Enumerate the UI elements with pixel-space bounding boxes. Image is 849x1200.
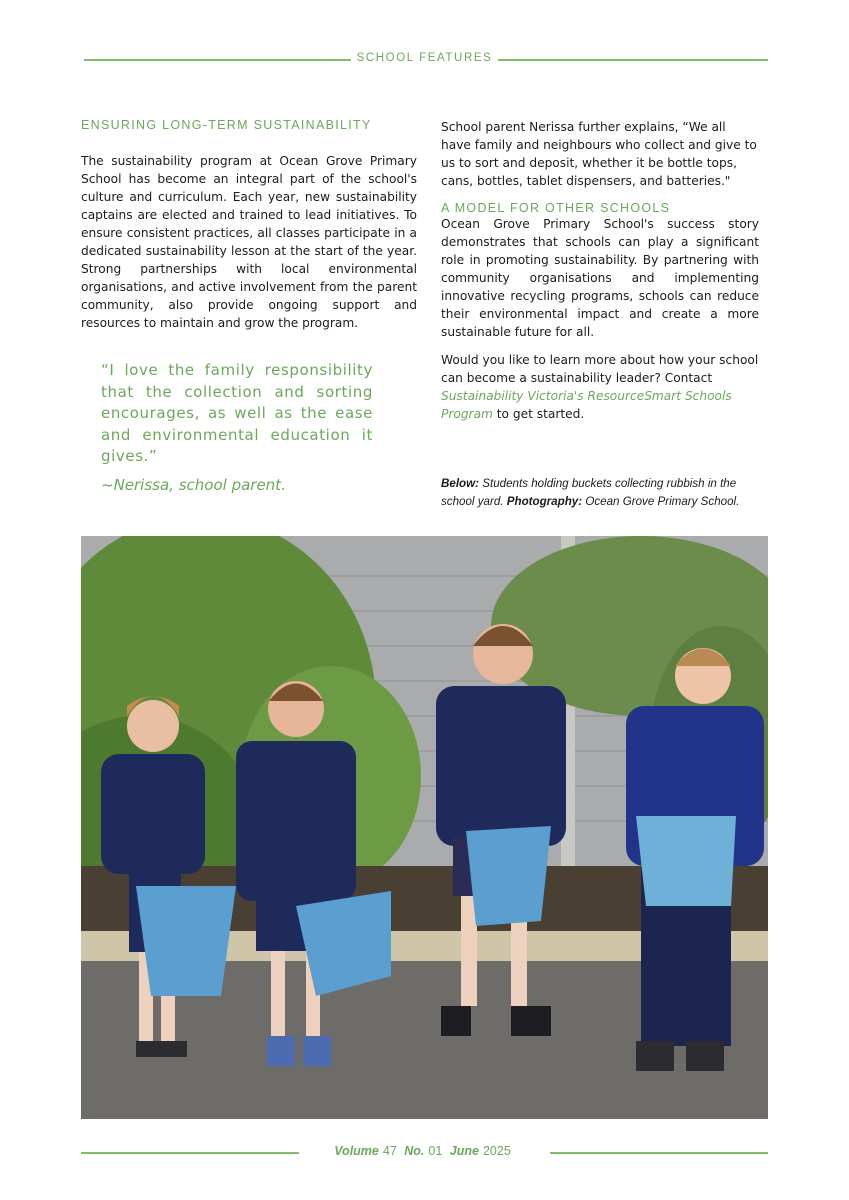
caption-photo-label: Photography: [506, 495, 583, 508]
caption-photo-text: Ocean Grove Primary School. [585, 495, 740, 508]
section-heading-sustainability: ENSURING LONG-TERM SUSTAINABILITY [81, 118, 372, 132]
section-label: SCHOOL FEATURES [0, 52, 849, 64]
photo-caption [441, 475, 759, 511]
left-column [81, 118, 417, 332]
left-paragraph: The sustainability program at Ocean Grove Primary School has become an integral part of the school's culture and curriculum. Each year, new sustainability captains are elected and trained to lead initiatives. To ensure consistent practices, all classes participate in a dedicated sustainability lesson at the start of the year. Strong partnerships with local environmental organisations, and active involvement from the parent community, also provide ongoing support and resources to maintain and grow the program. [81, 154, 417, 330]
number-label: No. [404, 1144, 425, 1158]
pull-quote: “I love the family responsibility that the collection and sorting encourages, as well as the ease and environmental education it gives.” [101, 361, 373, 465]
volume-label: Volume [334, 1144, 379, 1158]
number-value: 01 [428, 1144, 443, 1158]
caption-below-text: Students holding buckets collecting rubbish in the school yard. [441, 477, 737, 508]
cta-text: Would you like to learn more about how your school can become a sustainability leader? Contact [441, 353, 759, 385]
caption-below-label: Below: [441, 477, 480, 490]
right-paragraph: Ocean Grove Primary School's success story demonstrates that schools can play a significant role in promoting sustainability. By partnering with community organisations and implementing innovative recycling programs, schools can reduce their environmental impact and create a more sustainable future for all. [441, 217, 759, 339]
right-intro-paragraph: School parent Nerissa further explains, “We all have family and neighbours who collect and give to us to sort and deposit, whether it be bottle tops, cans, bottles, tablet dispensers, and batteries." [441, 120, 757, 188]
call-to-action [441, 351, 759, 423]
volume-value: 47 [382, 1144, 397, 1158]
issue-month: June [449, 1144, 479, 1158]
issue-year: 2025 [482, 1144, 511, 1158]
section-heading-model: A MODEL FOR OTHER SCHOOLS [441, 201, 671, 215]
students-illustration [81, 536, 768, 1119]
right-column [441, 118, 759, 423]
issue-info [0, 1144, 849, 1158]
quote-attribution: ~Nerissa, school parent. [101, 476, 286, 494]
cta-suffix: to get started. [496, 407, 585, 421]
resourcesmart-link[interactable]: Sustainability Victoria's ResourceSmart Schools Program [441, 389, 732, 421]
students-photo [81, 536, 768, 1119]
